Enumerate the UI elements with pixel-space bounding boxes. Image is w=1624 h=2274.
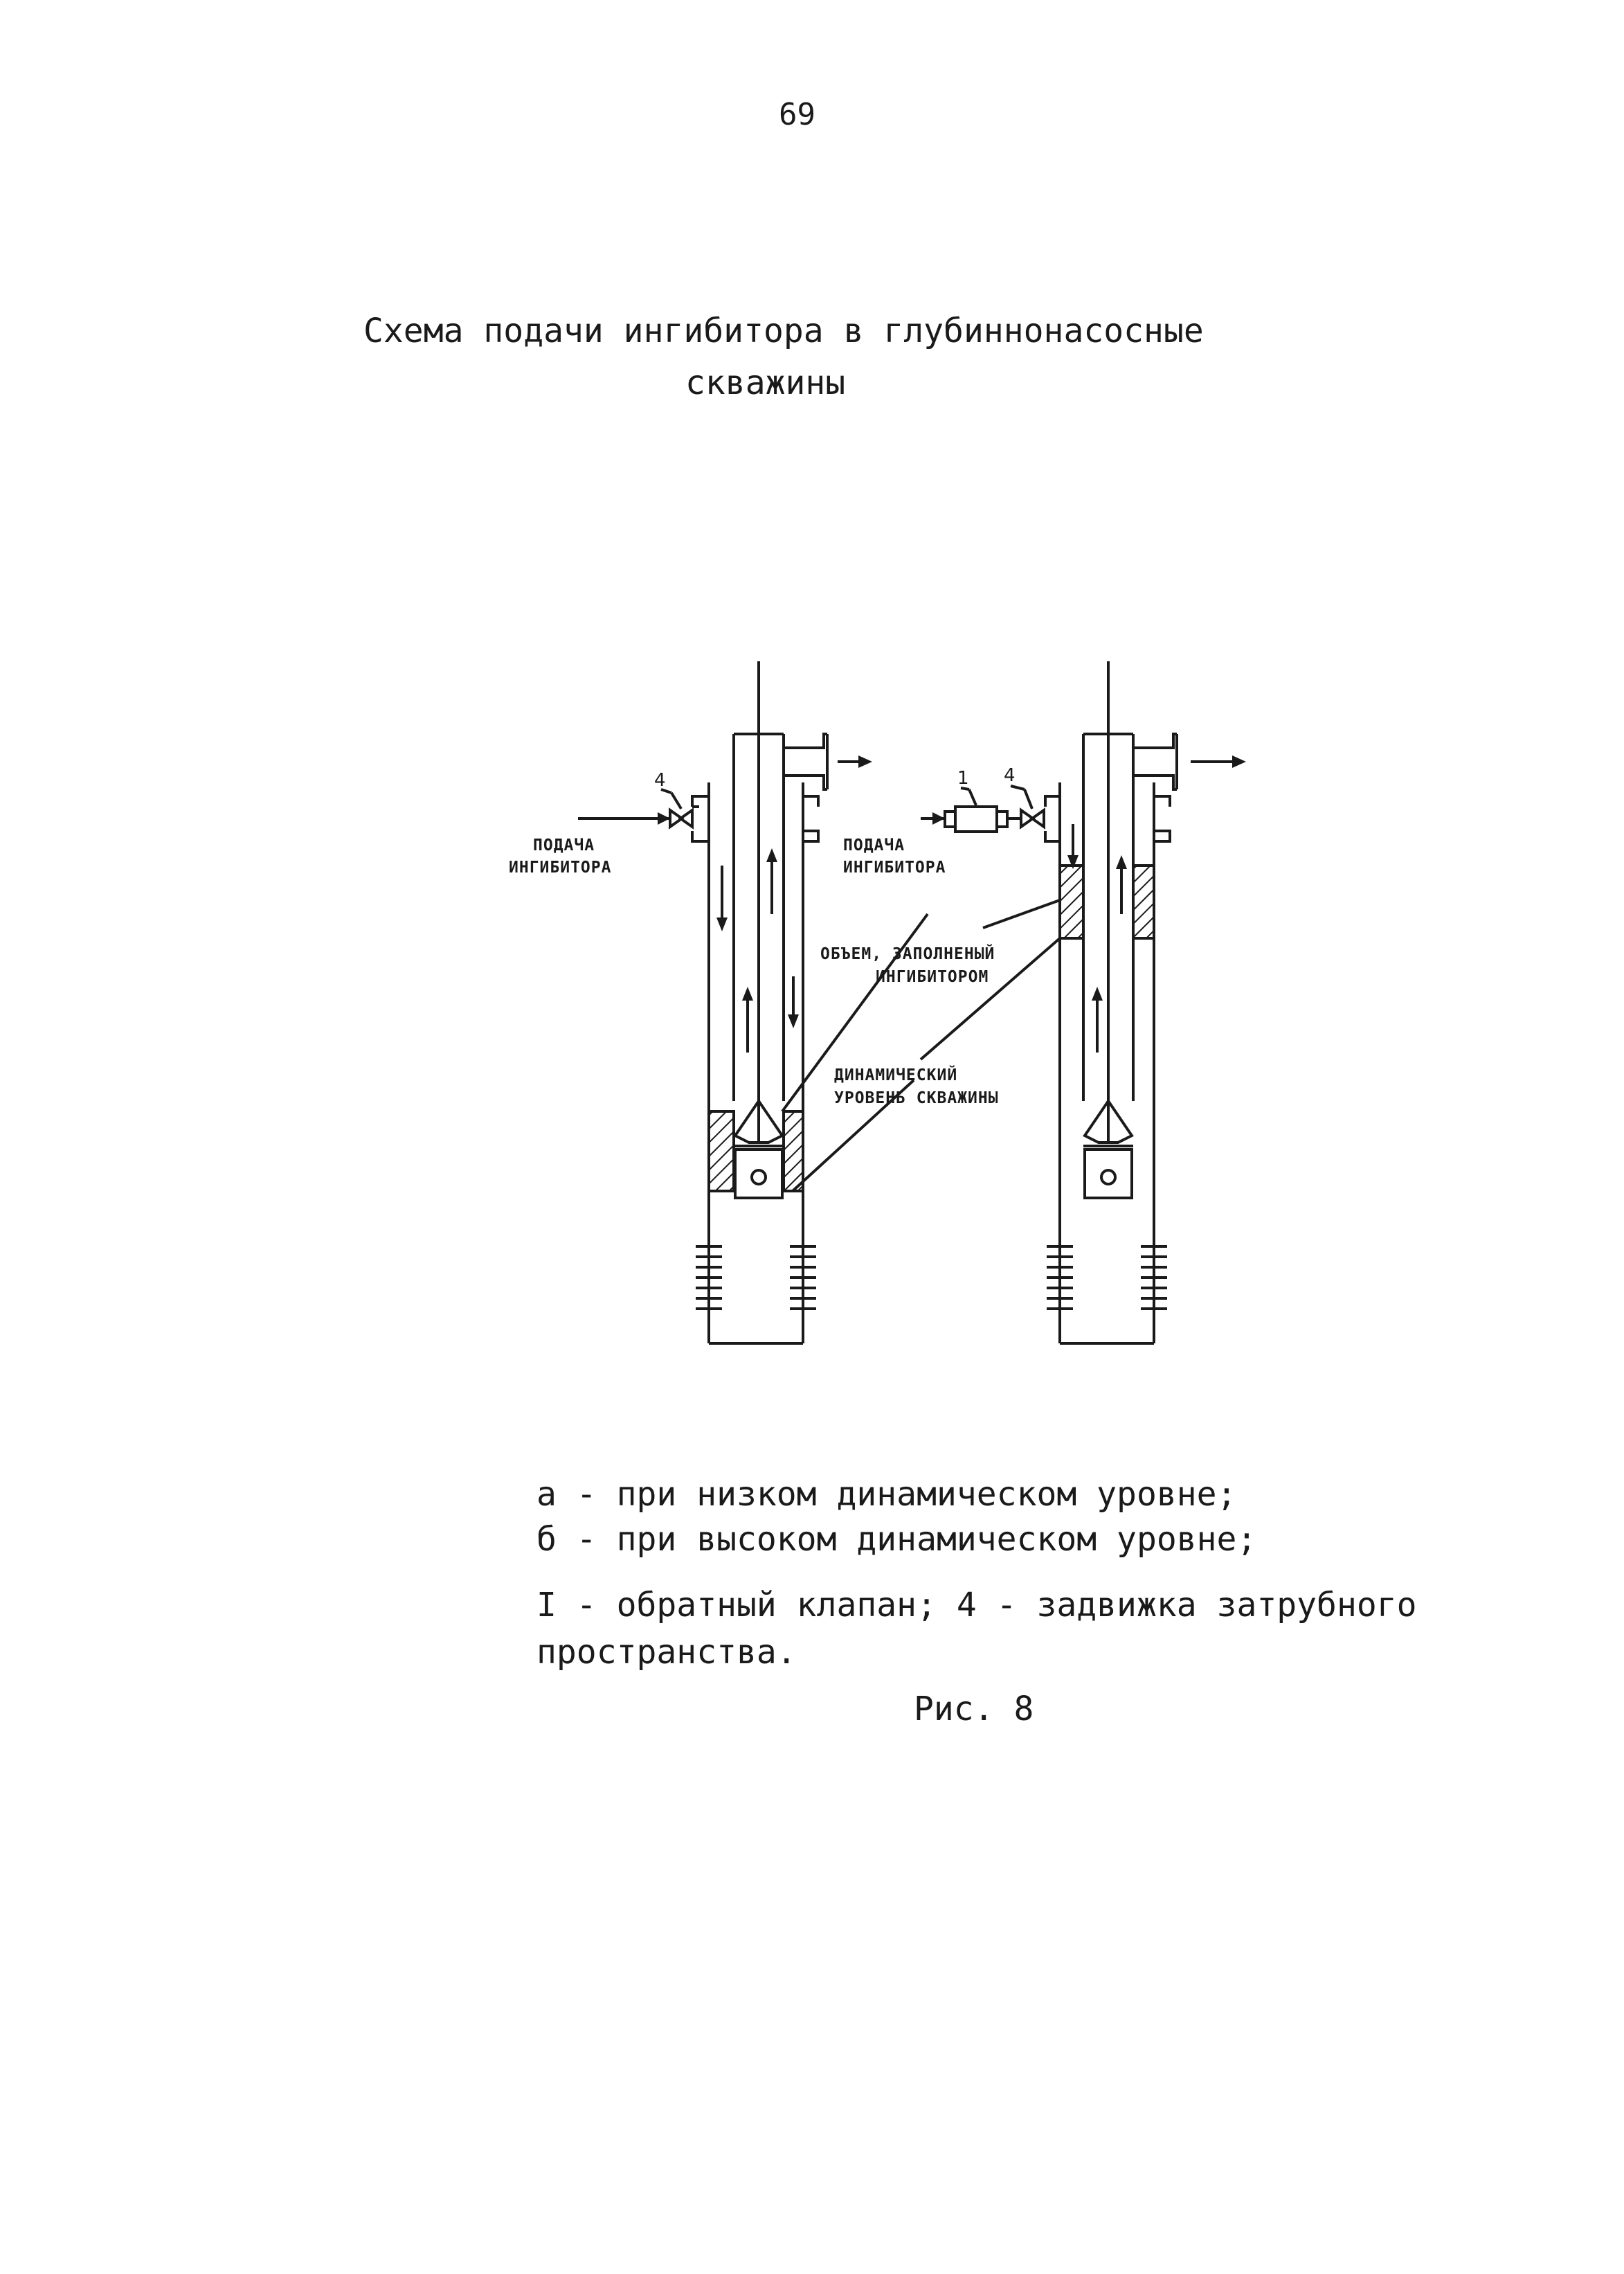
caption-b: б - при высоком динамическом уровне; xyxy=(536,1520,1257,1559)
level-label-1: ДИНАМИЧЕСКИЙ xyxy=(834,1066,958,1084)
well-b xyxy=(921,661,1177,1343)
page-title-line-1: Схема подачи ингибитора в глубиннонасосные xyxy=(363,312,1204,350)
left-valve-number: 4 xyxy=(654,770,666,791)
volume-label-1: ОБЪЕМ, ЗАПОЛНЕНЫЙ xyxy=(820,945,995,963)
figure-label: Рис. 8 xyxy=(914,1690,1034,1728)
center-feed-label-2: ИНГИБИТОРА xyxy=(843,859,946,877)
level-label-2: УРОВЕНЬ СКВАЖИНЫ xyxy=(834,1089,999,1107)
left-feed-label-1: ПОДАЧА xyxy=(533,836,595,854)
right-valve-number: 4 xyxy=(1004,765,1016,786)
well-a xyxy=(578,661,928,1343)
right-check-valve-number: 1 xyxy=(957,768,969,789)
center-feed-label-1: ПОДАЧА xyxy=(843,836,905,854)
page-title-line-2: скважины xyxy=(685,364,846,402)
page-number: 69 xyxy=(779,97,815,132)
caption-a: а - при низком динамическом уровне; xyxy=(536,1475,1237,1514)
left-feed-label-2: ИНГИБИТОРА xyxy=(509,859,612,877)
caption-legend: I - обратный клапан; 4 - задвижка затрубного xyxy=(536,1586,1417,1624)
caption-legend-cont: пространства. xyxy=(536,1633,797,1672)
volume-label-2: ИНГИБИТОРОМ xyxy=(876,968,989,986)
